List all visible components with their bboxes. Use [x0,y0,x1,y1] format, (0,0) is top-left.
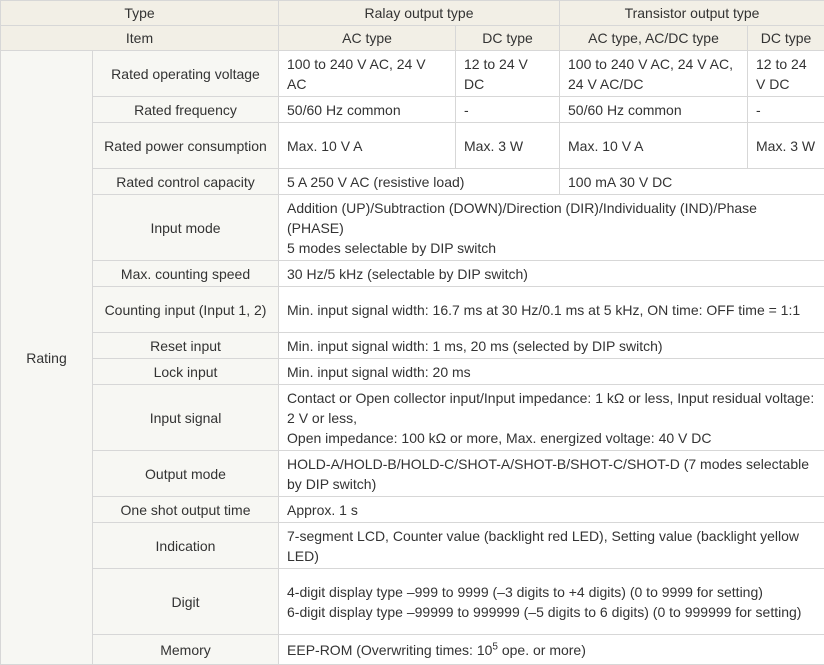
row-label: Rated frequency [93,97,279,123]
table-cell: HOLD-A/HOLD-B/HOLD-C/SHOT-A/SHOT-B/SHOT-C/SHOT-D (7 modes selectable by DIP switch) [279,451,824,497]
table-cell: Approx. 1 s [279,497,824,523]
transistor-ac-header: AC type, AC/DC type [560,26,748,51]
table-cell: Max. 3 W [456,123,560,169]
table-row [1,359,824,385]
header-row-item [1,26,824,51]
table-cell: 100 to 240 V AC, 24 V AC, 24 V AC/DC [560,51,748,97]
row-label: Input mode [93,195,279,261]
cell-line: 6-digit display type –99999 to 999999 (–5 digits to 6 digits) (0 to 999999 for setting) [287,603,802,620]
table-row [1,385,824,451]
table-cell: 50/60 Hz common [279,97,456,123]
table-row [1,523,824,569]
row-label: Rated control capacity [93,169,279,195]
relay-dc-header: DC type [456,26,560,51]
cell-line: 5 modes selectable by DIP switch [287,239,497,256]
table-cell: Max. 3 W [748,123,824,169]
table-row [1,123,824,169]
table-row [1,451,824,497]
memory-suffix: ope. or more) [497,641,586,658]
table-cell: 5 A 250 V AC (resistive load) [279,169,560,195]
row-label: Counting input (Input 1, 2) [93,287,279,333]
row-label: Memory [93,635,279,665]
table-row [1,287,824,333]
row-label: Input signal [93,385,279,451]
table-row [1,569,824,635]
row-label: One shot output time [93,497,279,523]
row-label: Rated operating voltage [93,51,279,97]
memory-exponent: 5 [492,640,498,652]
table-cell: 30 Hz/5 kHz (selectable by DIP switch) [279,261,824,287]
table-cell: Min. input signal width: 16.7 ms at 30 Hz/0.1 ms at 5 kHz, ON time: OFF time = 1:1 [279,287,824,333]
table-row [1,169,824,195]
table-cell: 100 to 240 V AC, 24 V AC [279,51,456,97]
transistor-dc-header: DC type [748,26,824,51]
table-row [1,635,824,665]
row-label: Indication [93,523,279,569]
row-label: Max. counting speed [93,261,279,287]
row-label: Digit [93,569,279,635]
table-row [1,51,824,97]
cell-line: Open impedance: 100 kΩ or more, Max. energized voltage: 40 V DC [287,429,712,446]
type-header: Type [1,1,279,26]
cell-line: Contact or Open collector input/Input impedance: 1 kΩ or less, Input residual voltage: 2 V or less, [287,389,815,426]
cell-line: 4-digit display type –999 to 9999 (–3 digits to +4 digits) (0 to 9999 for setting) [287,583,763,600]
table-row [1,195,824,261]
table-row [1,261,824,287]
header-row-type [1,1,824,26]
relay-output-header: Ralay output type [279,1,560,26]
table-row [1,97,824,123]
table-cell: Min. input signal width: 20 ms [279,359,824,385]
table-cell: 12 to 24 V DC [748,51,824,97]
table-cell [279,385,824,451]
table-row [1,497,824,523]
table-cell: Max. 10 V A [560,123,748,169]
transistor-output-header: Transistor output type [560,1,824,26]
cell-line: Addition (UP)/Subtraction (DOWN)/Direction (DIR)/Individuality (IND)/Phase (PHASE) [287,199,757,236]
row-label: Output mode [93,451,279,497]
table-row [1,333,824,359]
row-label: Lock input [93,359,279,385]
table-cell: - [748,97,824,123]
table-cell: Max. 10 V A [279,123,456,169]
table-cell: 100 mA 30 V DC [560,169,824,195]
item-header: Item [1,26,279,51]
table-cell: 7-segment LCD, Counter value (backlight red LED), Setting value (backlight yellow LED) [279,523,824,569]
table-cell [279,195,824,261]
rating-label: Rating [1,51,93,665]
row-label: Rated power consumption [93,123,279,169]
table-cell: 12 to 24 V DC [456,51,560,97]
table-cell [279,635,824,665]
table-cell: Min. input signal width: 1 ms, 20 ms (selected by DIP switch) [279,333,824,359]
row-label: Reset input [93,333,279,359]
relay-ac-header: AC type [279,26,456,51]
table-cell [279,569,824,635]
memory-prefix: EEP-ROM (Overwriting times: 10 [287,641,493,658]
table-cell: - [456,97,560,123]
table-cell: 50/60 Hz common [560,97,748,123]
